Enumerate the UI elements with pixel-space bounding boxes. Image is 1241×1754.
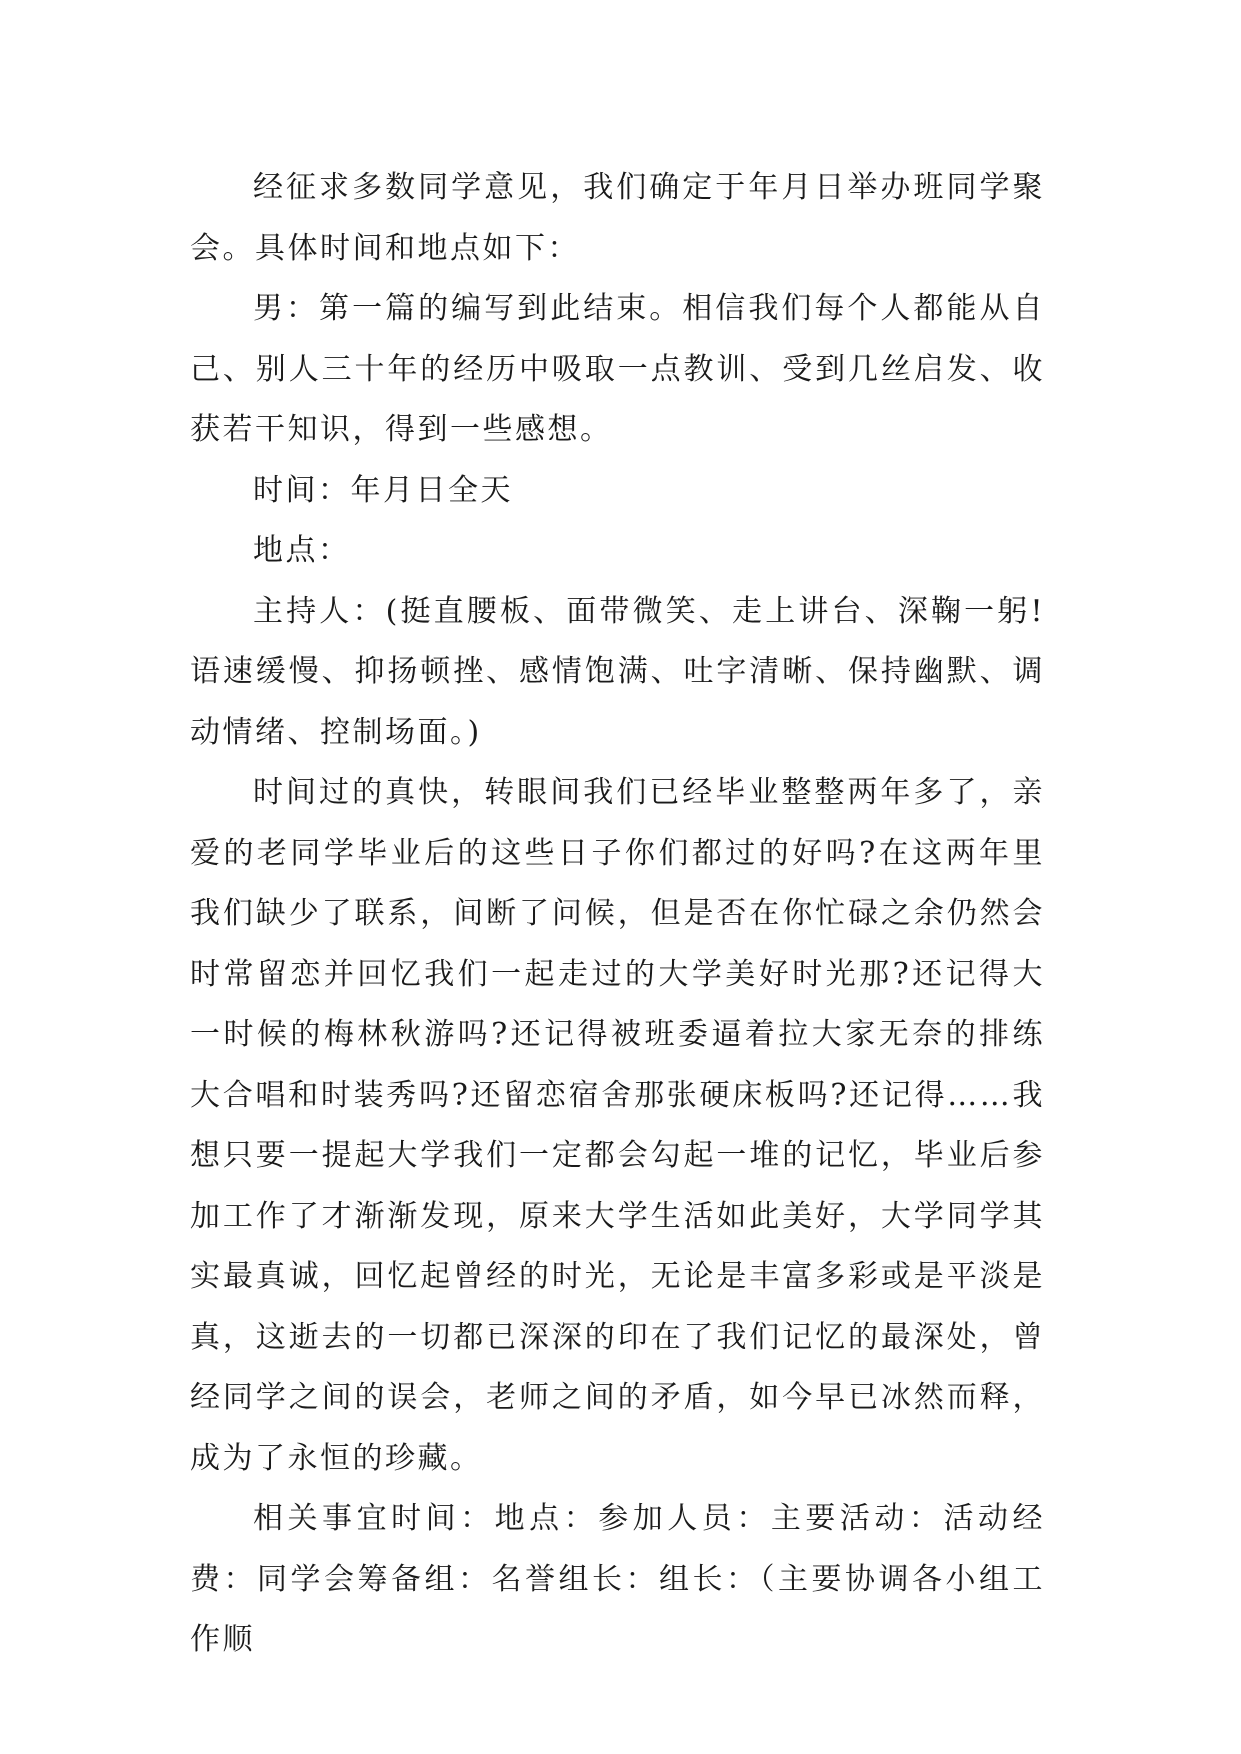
paragraph-opening-speech: 时间过的真快，转眼间我们已经毕业整整两年多了，亲爱的老同学毕业后的这些日子你们都过的好吗?在这两年里我们缺少了联系，间断了问候，但是否在你忙碌之余仍然会时常留恋并回忆我们一起走过的大学美好时光那?还记得大一时候的梅林秋游吗?还记得被班委逼着拉大家无奈的排练大合唱和时装秀吗?还留恋宿舍那张硬床板吗?还记得……我想只要一提起大学我们一定都会勾起一堆的记忆，毕业后参加工作了才渐渐发现，原来大学生活如此美好，大学同学其实最真诚，回忆起曾经的时光，无论是丰富多彩或是平淡是真，这逝去的一切都已深深的印在了我们记忆的最深处，曾经同学之间的误会，老师之间的矛盾，如今早已冰然而释，成为了永恒的珍藏。 <box>190 775 1045 1476</box>
paragraph-location: 地点： <box>253 533 351 568</box>
paragraph-invitation: 经征求多数同学意见，我们确定于年月日举办班同学聚会。具体时间和地点如下： <box>190 170 1045 266</box>
paragraph-related-matters: 相关事宜时间：地点：参加人员：主要活动：活动经费：同学会筹备组：名誉组长：组长：（主要协调各小组工作顺 <box>190 1501 1045 1657</box>
paragraph-time: 时间：年月日全天 <box>253 472 513 508</box>
document-body <box>190 158 1045 1671</box>
paragraph-host-instructions: 主持人：(挺直腰板、面带微笑、走上讲台、深鞠一躬!语速缓慢、抑扬顿挫、感情饱满、吐字清晰、保持幽默、调动情绪、控制场面。) <box>190 593 1045 750</box>
paragraph-first-chapter-end: 男：第一篇的编写到此结束。相信我们每个人都能从自己、别人三十年的经历中吸取一点教训、受到几丝启发、收获若干知识，得到一些感想。 <box>190 291 1045 447</box>
